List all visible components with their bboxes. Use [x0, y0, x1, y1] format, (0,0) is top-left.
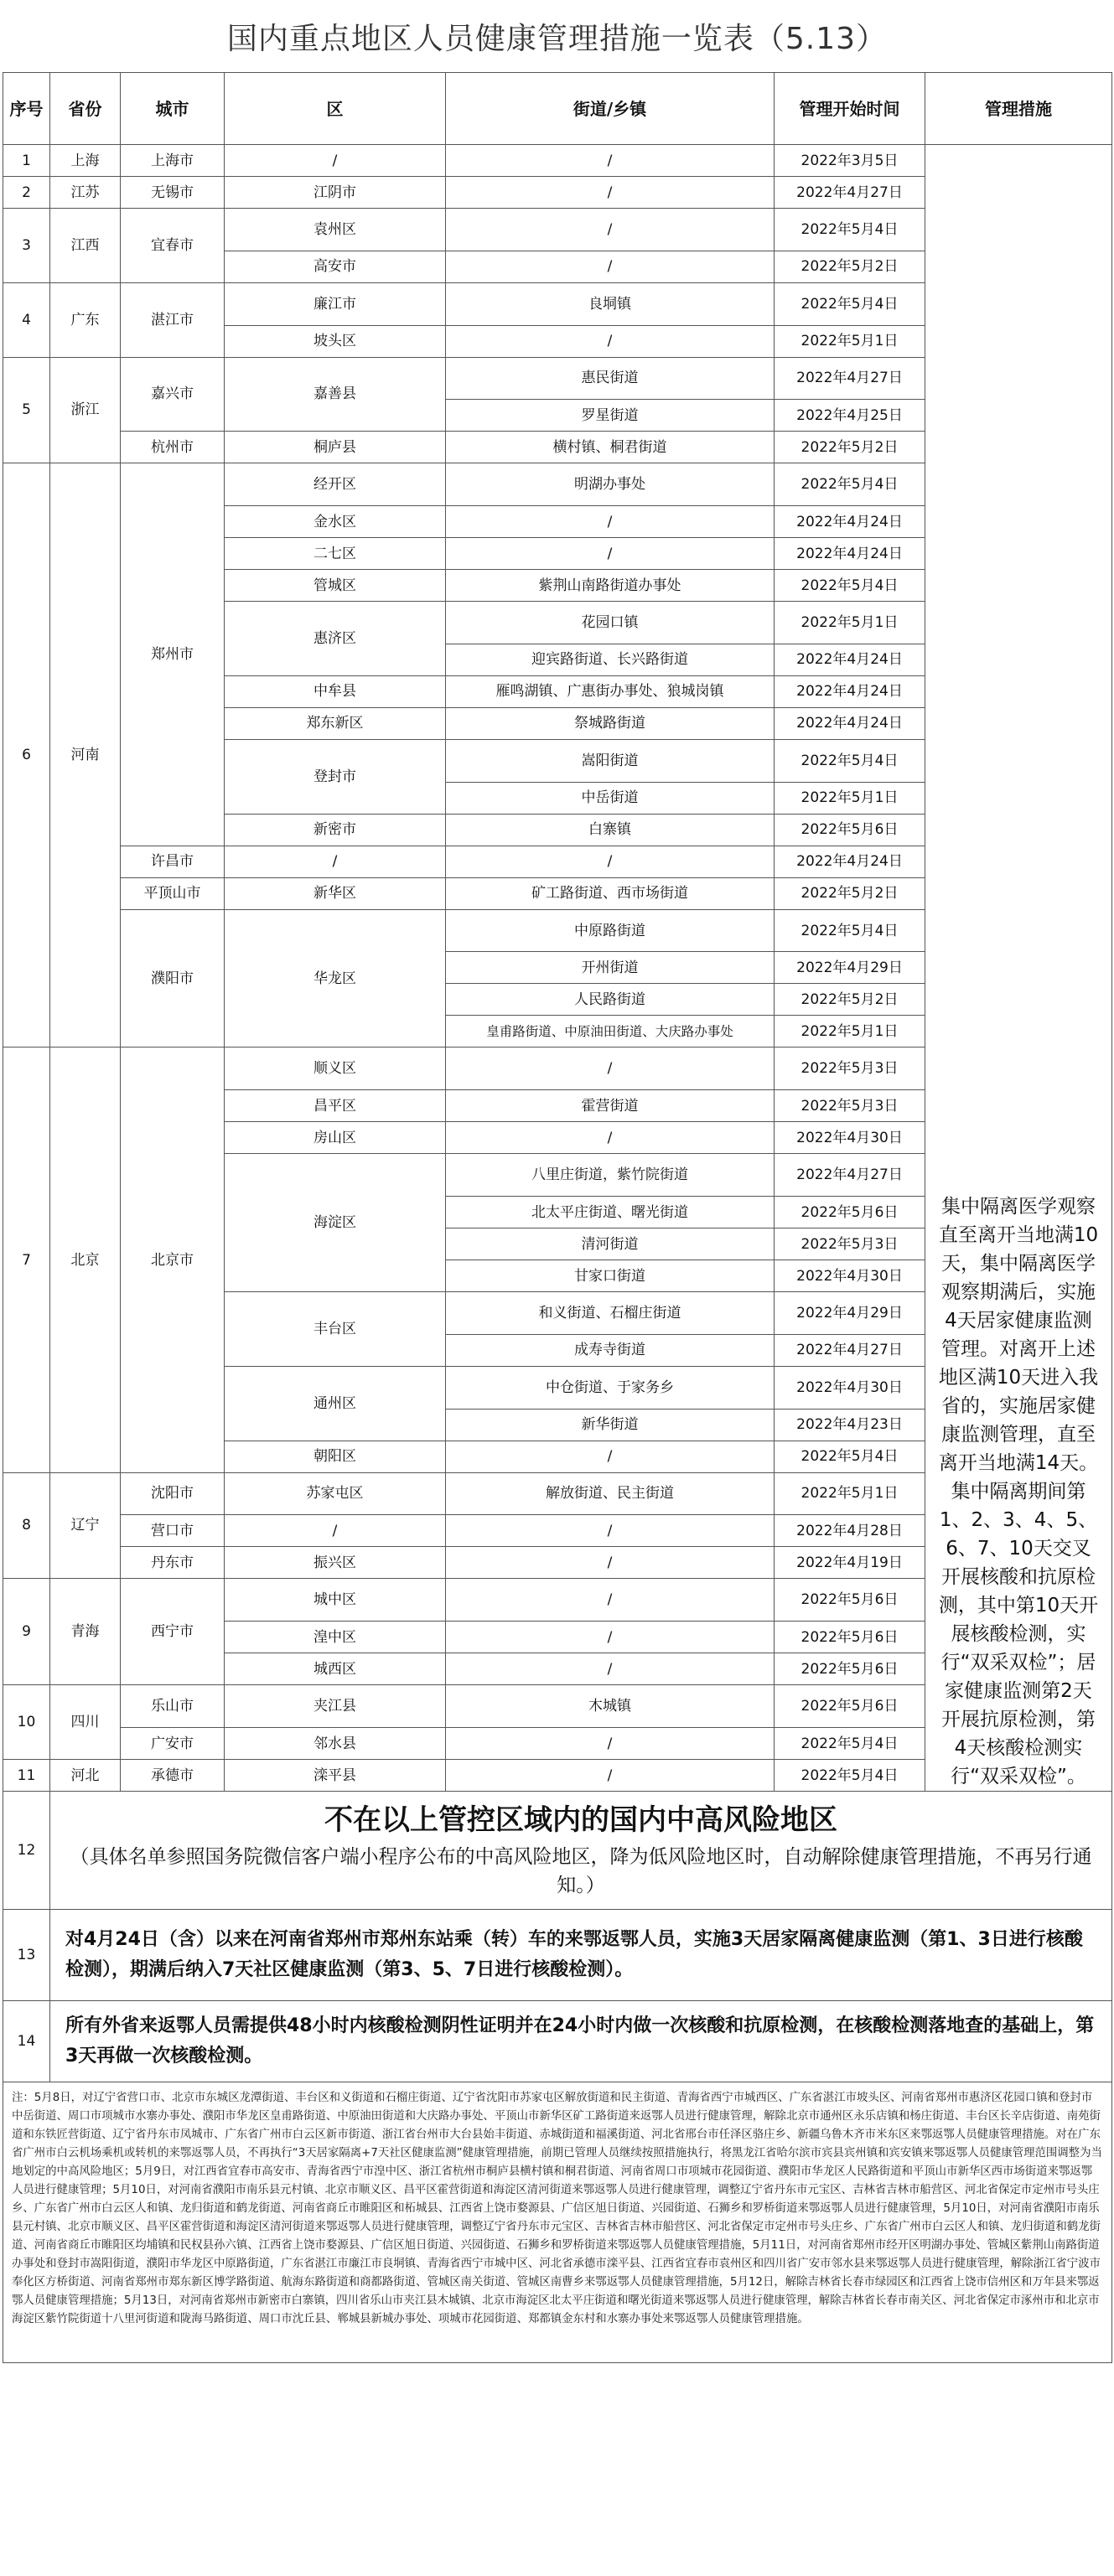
- district-cell: 邻水县: [225, 1728, 446, 1760]
- city-cell: 上海市: [121, 145, 225, 177]
- street-cell: /: [446, 145, 775, 177]
- street-cell: /: [446, 1653, 775, 1685]
- street-cell: /: [446, 506, 775, 538]
- date-cell: 2022年5月1日: [775, 782, 925, 814]
- district-cell: 金水区: [225, 506, 446, 538]
- seq-cell: 11: [3, 1760, 50, 1792]
- date-cell: 2022年4月24日: [775, 675, 925, 707]
- seq-cell: 7: [3, 1047, 50, 1472]
- zhengzhou-east-station-note: 对4月24日（含）以来在河南省郑州市郑州东站乘（转）车的来鄂返鄂人员，实施3天居家隔离健康监测（第1、3日进行核酸检测），期满后纳入7天社区健康监测（第3、5、7日进行核酸检测）。: [50, 1910, 1112, 2001]
- date-cell: 2022年4月27日: [775, 1154, 925, 1197]
- date-cell: 2022年4月23日: [775, 1409, 925, 1441]
- date-cell: 2022年5月3日: [775, 1047, 925, 1090]
- district-cell: 滦平县: [225, 1760, 446, 1792]
- province-cell: 河北: [50, 1760, 121, 1792]
- date-cell: 2022年5月2日: [775, 984, 925, 1016]
- date-cell: 2022年5月6日: [775, 1579, 925, 1622]
- measures-table: [3, 72, 1112, 2363]
- table-header-row: [3, 73, 1112, 145]
- district-cell: 中牟县: [225, 675, 446, 707]
- date-cell: 2022年4月25日: [775, 400, 925, 432]
- street-cell: 嵩阳街道: [446, 739, 775, 782]
- district-cell: 华龙区: [225, 909, 446, 1047]
- district-cell: 袁州区: [225, 209, 446, 251]
- date-cell: 2022年5月4日: [775, 1728, 925, 1760]
- seq-cell: 5: [3, 357, 50, 463]
- street-cell: /: [446, 177, 775, 209]
- street-cell: 八里庄街道，紫竹院街道: [446, 1154, 775, 1197]
- other-risk-areas-title: 不在以上管控区域内的国内中高风险地区: [324, 1803, 837, 1837]
- province-cell: 辽宁: [50, 1472, 121, 1579]
- district-cell: 高安市: [225, 251, 446, 282]
- street-cell: 紫荆山南路街道办事处: [446, 570, 775, 602]
- seq-cell: 13: [3, 1910, 50, 2001]
- district-cell: 夹江县: [225, 1685, 446, 1728]
- date-cell: 2022年5月4日: [775, 570, 925, 602]
- date-cell: 2022年5月3日: [775, 1090, 925, 1122]
- street-cell: /: [446, 1441, 775, 1472]
- district-cell: 新华区: [225, 877, 446, 909]
- street-cell: 人民路街道: [446, 984, 775, 1016]
- city-cell: 许昌市: [121, 846, 225, 877]
- date-cell: 2022年5月3日: [775, 1229, 925, 1260]
- street-cell: 清河街道: [446, 1229, 775, 1260]
- street-cell: /: [446, 251, 775, 282]
- date-cell: 2022年5月2日: [775, 877, 925, 909]
- city-cell: 沈阳市: [121, 1472, 225, 1515]
- city-cell: 乐山市: [121, 1685, 225, 1728]
- street-cell: /: [446, 1047, 775, 1090]
- date-cell: 2022年4月24日: [775, 644, 925, 675]
- district-cell: 城中区: [225, 1579, 446, 1622]
- city-cell: 广安市: [121, 1728, 225, 1760]
- street-cell: 明湖办事处: [446, 463, 775, 506]
- street-cell: /: [446, 1728, 775, 1760]
- date-cell: 2022年4月29日: [775, 952, 925, 984]
- street-cell: 霍营街道: [446, 1090, 775, 1122]
- table-row: [3, 1910, 1112, 2001]
- district-cell: /: [225, 846, 446, 877]
- header-province: 省份: [50, 73, 121, 145]
- district-cell: 二七区: [225, 538, 446, 570]
- street-cell: 中仓街道、于家务乡: [446, 1366, 775, 1409]
- street-cell: 皇甫路街道、中原油田街道、大庆路办事处: [446, 1016, 775, 1047]
- date-cell: 2022年4月24日: [775, 846, 925, 877]
- district-cell: 振兴区: [225, 1547, 446, 1579]
- street-cell: /: [446, 325, 775, 357]
- date-cell: 2022年5月6日: [775, 1653, 925, 1685]
- city-cell: 承德市: [121, 1760, 225, 1792]
- province-cell: 青海: [50, 1579, 121, 1685]
- street-cell: /: [446, 1622, 775, 1653]
- street-cell: 花园口镇: [446, 602, 775, 644]
- seq-cell: 14: [3, 2001, 50, 2082]
- date-cell: 2022年4月30日: [775, 1122, 925, 1154]
- street-cell: 白寨镇: [446, 814, 775, 846]
- table-row: [3, 2082, 1112, 2363]
- city-cell: 北京市: [121, 1047, 225, 1472]
- district-cell: 丰台区: [225, 1292, 446, 1367]
- province-cell: 北京: [50, 1047, 121, 1472]
- street-cell: /: [446, 1579, 775, 1622]
- table-row: [3, 2001, 1112, 2082]
- date-cell: 2022年5月2日: [775, 251, 925, 282]
- date-cell: 2022年4月24日: [775, 538, 925, 570]
- city-cell: 平顶山市: [121, 877, 225, 909]
- street-cell: /: [446, 1122, 775, 1154]
- province-cell: 上海: [50, 145, 121, 177]
- date-cell: 2022年4月27日: [775, 177, 925, 209]
- measure-column-top: [925, 145, 1112, 1792]
- district-cell: 桐庐县: [225, 432, 446, 463]
- street-cell: 北太平庄街道、曙光街道: [446, 1197, 775, 1229]
- street-cell: 矿工路街道、西市场街道: [446, 877, 775, 909]
- street-cell: 横村镇、桐君街道: [446, 432, 775, 463]
- header-district: 区: [225, 73, 446, 145]
- header-measure: 管理措施: [925, 73, 1112, 145]
- street-cell: 良垌镇: [446, 282, 775, 325]
- date-cell: 2022年5月6日: [775, 1622, 925, 1653]
- street-cell: 罗星街道: [446, 400, 775, 432]
- seq-cell: 12: [3, 1792, 50, 1910]
- date-cell: 2022年5月4日: [775, 209, 925, 251]
- city-cell: 杭州市: [121, 432, 225, 463]
- district-cell: 登封市: [225, 739, 446, 814]
- province-cell: 江西: [50, 209, 121, 283]
- district-cell: 海淀区: [225, 1154, 446, 1292]
- district-cell: 管城区: [225, 570, 446, 602]
- street-cell: 成寿寺街道: [446, 1334, 775, 1366]
- city-cell: 无锡市: [121, 177, 225, 209]
- date-cell: 2022年4月24日: [775, 506, 925, 538]
- seq-cell: 1: [3, 145, 50, 177]
- seq-cell: 8: [3, 1472, 50, 1579]
- city-cell: 濮阳市: [121, 909, 225, 1047]
- street-cell: /: [446, 1515, 775, 1547]
- seq-cell: 2: [3, 177, 50, 209]
- date-cell: 2022年5月4日: [775, 463, 925, 506]
- district-cell: 江阴市: [225, 177, 446, 209]
- date-cell: 2022年5月6日: [775, 1685, 925, 1728]
- seq-cell: 6: [3, 463, 50, 1047]
- footnote: 注：5月8日，对辽宁省营口市、北京市东城区龙潭街道、丰台区和义街道和石榴庄街道、辽宁省沈阳市苏家屯区解放街道和民主街道、青海省西宁市城西区、广东省湛江市坡头区、河南省郑州市惠济区花园口镇和登封市中岳街道、周口市项城市水寨办事处、濮阳市华龙区皇甫路街道、中原油田街道和大庆路办事处、平顶山市新华区矿工路街道来返鄂人员进行健康管理，解除北京市通州区永乐店镇和杨庄街道、丰台区长辛店街道、南苑街道和东铁匠营街道、辽宁省丹东市凤城市、广东省广州市白云区新市街道、浙江省台州市大台县始丰街道、赤城街道和福溪街道、河北省邢台市任泽区骆庄乡、新疆乌鲁木齐市米东区来鄂返鄂人员健康管理措施。对在广东省广州市白云机场乘机或转机的来鄂返鄂人员，不再执行“3天居家隔离+7天社区健康监测”健康管理措施，前期已管理人员继续按照措施执行，将黑龙江省哈尔滨市宾县宾州镇和宾安镇来鄂返鄂人员健康管理范围调整为当地划定的中高风险地区；5月9日，对江西省宜春市高安市、青海省西宁市湟中区、浙江省杭州市桐庐县横村镇和桐君街道、河南省周口市项城市花园街道、濮阳市华龙区人民路街道和平顶山市新华区西市场街道来鄂返鄂人员进行健康管理；5月10日，对河南省濮阳市南乐县元村镇、北京市顺义区、昌平区霍营街道和海淀区清河街道来鄂返鄂人员进行健康管理，调整辽宁省丹东市元宝区、吉林省吉林市船营区、河北省保定市定州市号头庄乡、广东省广州市白云区人和镇、龙归街道和鹤龙街道、河南省商丘市睢阳区和柘城县、江西省上饶市婺源县、广信区旭日街道、兴园街道、石狮乡和罗桥街道来鄂返鄂人员进行健康管理，5月10日，对河南省濮阳市南乐县元村镇、北京市顺义区、昌平区霍营街道和海淀区清河街道来鄂返鄂人员进行健康管理，调整辽宁省丹东市元宝区、吉林省吉林市船营区、河北省保定市定州市号头庄乡、广东省广州市白云区人和镇、龙归街道和鹤龙街道、河南省商丘市睢阳区均埔镇和民权县孙六镇、江西省上饶市婺源县、广信区旭日街道、兴园街道、石狮乡和罗桥街道来鄂返鄂人员健康管理措施，5月11日，对河南省郑州市经开区明湖办事处、管城区紫荆山南路街道办事处和登封市嵩阳街道，濮阳市华龙区中原路街道，广东省湛江市廉江市良垌镇、青海省西宁市城中区、河北省承德市滦平县、江西省宜春市袁州区和四川省广安市邻水县来鄂返鄂人员进行健康管理，解除浙江省宁波市奉化区方桥街道、河南省郑州市郑东新区博学路街道、航海东路街道和商都路街道、管城区南关街道、管城区南曹乡来鄂返鄂人员健康管理措施，5月12日，解除吉林省长春市绿园区和江西省上饶市信州区和万年县来鄂返鄂人员健康管理措施；5月13日，对河南省郑州市新密市白寨镇，四川省乐山市夹江县木城镇、北京市海淀区北太平庄街道和曙光街道来鄂返鄂人员进行健康管理，解除吉林省长春市南关区、河北省保定市涿州市和北京市海淀区紫竹院街道十八里河街道和陇海马路街道、周口市沈丘县、郸城县新城办事处、项城市花园街道、郑都镇金东村和水寨办事处来鄂返鄂人员健康管理措施。: [3, 2082, 1112, 2363]
- date-cell: 2022年4月30日: [775, 1260, 925, 1292]
- date-cell: 2022年5月1日: [775, 1016, 925, 1047]
- table-row: [3, 145, 1112, 177]
- street-cell: 迎宾路街道、长兴路街道: [446, 644, 775, 675]
- district-cell: 郑东新区: [225, 707, 446, 739]
- date-cell: 2022年4月29日: [775, 1292, 925, 1335]
- seq-cell: 9: [3, 1579, 50, 1685]
- street-cell: /: [446, 538, 775, 570]
- street-cell: 中岳街道: [446, 782, 775, 814]
- date-cell: 2022年4月27日: [775, 357, 925, 400]
- street-cell: 木城镇: [446, 1685, 775, 1728]
- table-row: [3, 1792, 1112, 1910]
- street-cell: 新华街道: [446, 1409, 775, 1441]
- street-cell: /: [446, 846, 775, 877]
- district-cell: /: [225, 145, 446, 177]
- seq-cell: 3: [3, 209, 50, 283]
- city-cell: 嘉兴市: [121, 357, 225, 432]
- seq-cell: 10: [3, 1685, 50, 1760]
- street-cell: 和义街道、石榴庄街道: [446, 1292, 775, 1335]
- street-cell: 祭城路街道: [446, 707, 775, 739]
- header-start-time: 管理开始时间: [775, 73, 925, 145]
- date-cell: 2022年5月6日: [775, 814, 925, 846]
- city-cell: 郑州市: [121, 463, 225, 846]
- district-cell: 嘉善县: [225, 357, 446, 432]
- date-cell: 2022年5月4日: [775, 282, 925, 325]
- date-cell: 2022年4月19日: [775, 1547, 925, 1579]
- date-cell: 2022年5月1日: [775, 602, 925, 644]
- street-cell: 惠民街道: [446, 357, 775, 400]
- date-cell: 2022年5月1日: [775, 325, 925, 357]
- header-city: 城市: [121, 73, 225, 145]
- street-cell: 甘家口街道: [446, 1260, 775, 1292]
- district-cell: 廉江市: [225, 282, 446, 325]
- city-cell: 营口市: [121, 1515, 225, 1547]
- nucleic-test-requirement-note: 所有外省来返鄂人员需提供48小时内核酸检测阴性证明并在24小时内做一次核酸和抗原检测，在核酸检测落地查的基础上，第3天再做一次核酸检测。: [50, 2001, 1112, 2082]
- province-cell: 浙江: [50, 357, 121, 463]
- date-cell: 2022年4月28日: [775, 1515, 925, 1547]
- other-risk-areas-note: [50, 1792, 1112, 1910]
- street-cell: 中原路街道: [446, 909, 775, 952]
- district-cell: 新密市: [225, 814, 446, 846]
- province-cell: 河南: [50, 463, 121, 1047]
- province-cell: 江苏: [50, 177, 121, 209]
- street-cell: 开州街道: [446, 952, 775, 984]
- district-cell: 惠济区: [225, 602, 446, 676]
- date-cell: 2022年5月4日: [775, 739, 925, 782]
- province-cell: 四川: [50, 1685, 121, 1760]
- seq-cell: 4: [3, 282, 50, 357]
- date-cell: 2022年4月27日: [775, 1334, 925, 1366]
- district-cell: 通州区: [225, 1366, 446, 1441]
- date-cell: 2022年3月5日: [775, 145, 925, 177]
- street-cell: 解放街道、民主街道: [446, 1472, 775, 1515]
- city-cell: 西宁市: [121, 1579, 225, 1685]
- district-cell: 湟中区: [225, 1622, 446, 1653]
- district-cell: 经开区: [225, 463, 446, 506]
- date-cell: 2022年4月24日: [775, 707, 925, 739]
- date-cell: 2022年4月30日: [775, 1366, 925, 1409]
- date-cell: 2022年5月1日: [775, 1472, 925, 1515]
- city-cell: 宜春市: [121, 209, 225, 283]
- district-cell: 坡头区: [225, 325, 446, 357]
- street-cell: /: [446, 1760, 775, 1792]
- header-street: 街道/乡镇: [446, 73, 775, 145]
- date-cell: 2022年5月4日: [775, 909, 925, 952]
- province-cell: 广东: [50, 282, 121, 357]
- district-cell: 城西区: [225, 1653, 446, 1685]
- measure-text: 集中隔离医学观察直至离开当地满10天，集中隔离医学观察期满后，实施4天居家健康监测管理。对离开上述地区满10天进入我省的，实施居家健康监测管理，直至离开当地满14天。集中隔离期间第1、2、3、4、5、6、7、10天交叉开展核酸和抗原检测，其中第10天开展核酸检测，实行“双采双检”；居家健康监测第2天开展抗原检测，第4天核酸检测实行“双采双检”。: [938, 1196, 1099, 1787]
- street-cell: /: [446, 209, 775, 251]
- other-risk-areas-detail: （具体名单参照国务院微信客户端小程序公布的中高风险地区，降为低风险地区时，自动解除健康管理措施，不再另行通知。）: [70, 1846, 1092, 1896]
- street-cell: 雁鸣湖镇、广惠街办事处、狼城岗镇: [446, 675, 775, 707]
- city-cell: 湛江市: [121, 282, 225, 357]
- date-cell: 2022年5月6日: [775, 1197, 925, 1229]
- district-cell: 房山区: [225, 1122, 446, 1154]
- city-cell: 丹东市: [121, 1547, 225, 1579]
- district-cell: 苏家屯区: [225, 1472, 446, 1515]
- date-cell: 2022年5月4日: [775, 1441, 925, 1472]
- district-cell: /: [225, 1515, 446, 1547]
- date-cell: 2022年5月2日: [775, 432, 925, 463]
- street-cell: /: [446, 1547, 775, 1579]
- district-cell: 昌平区: [225, 1090, 446, 1122]
- district-cell: 朝阳区: [225, 1441, 446, 1472]
- page-title: 国内重点地区人员健康管理措施一览表（5.13）: [226, 21, 888, 56]
- date-cell: 2022年5月4日: [775, 1760, 925, 1792]
- header-seq: 序号: [3, 73, 50, 145]
- district-cell: 顺义区: [225, 1047, 446, 1090]
